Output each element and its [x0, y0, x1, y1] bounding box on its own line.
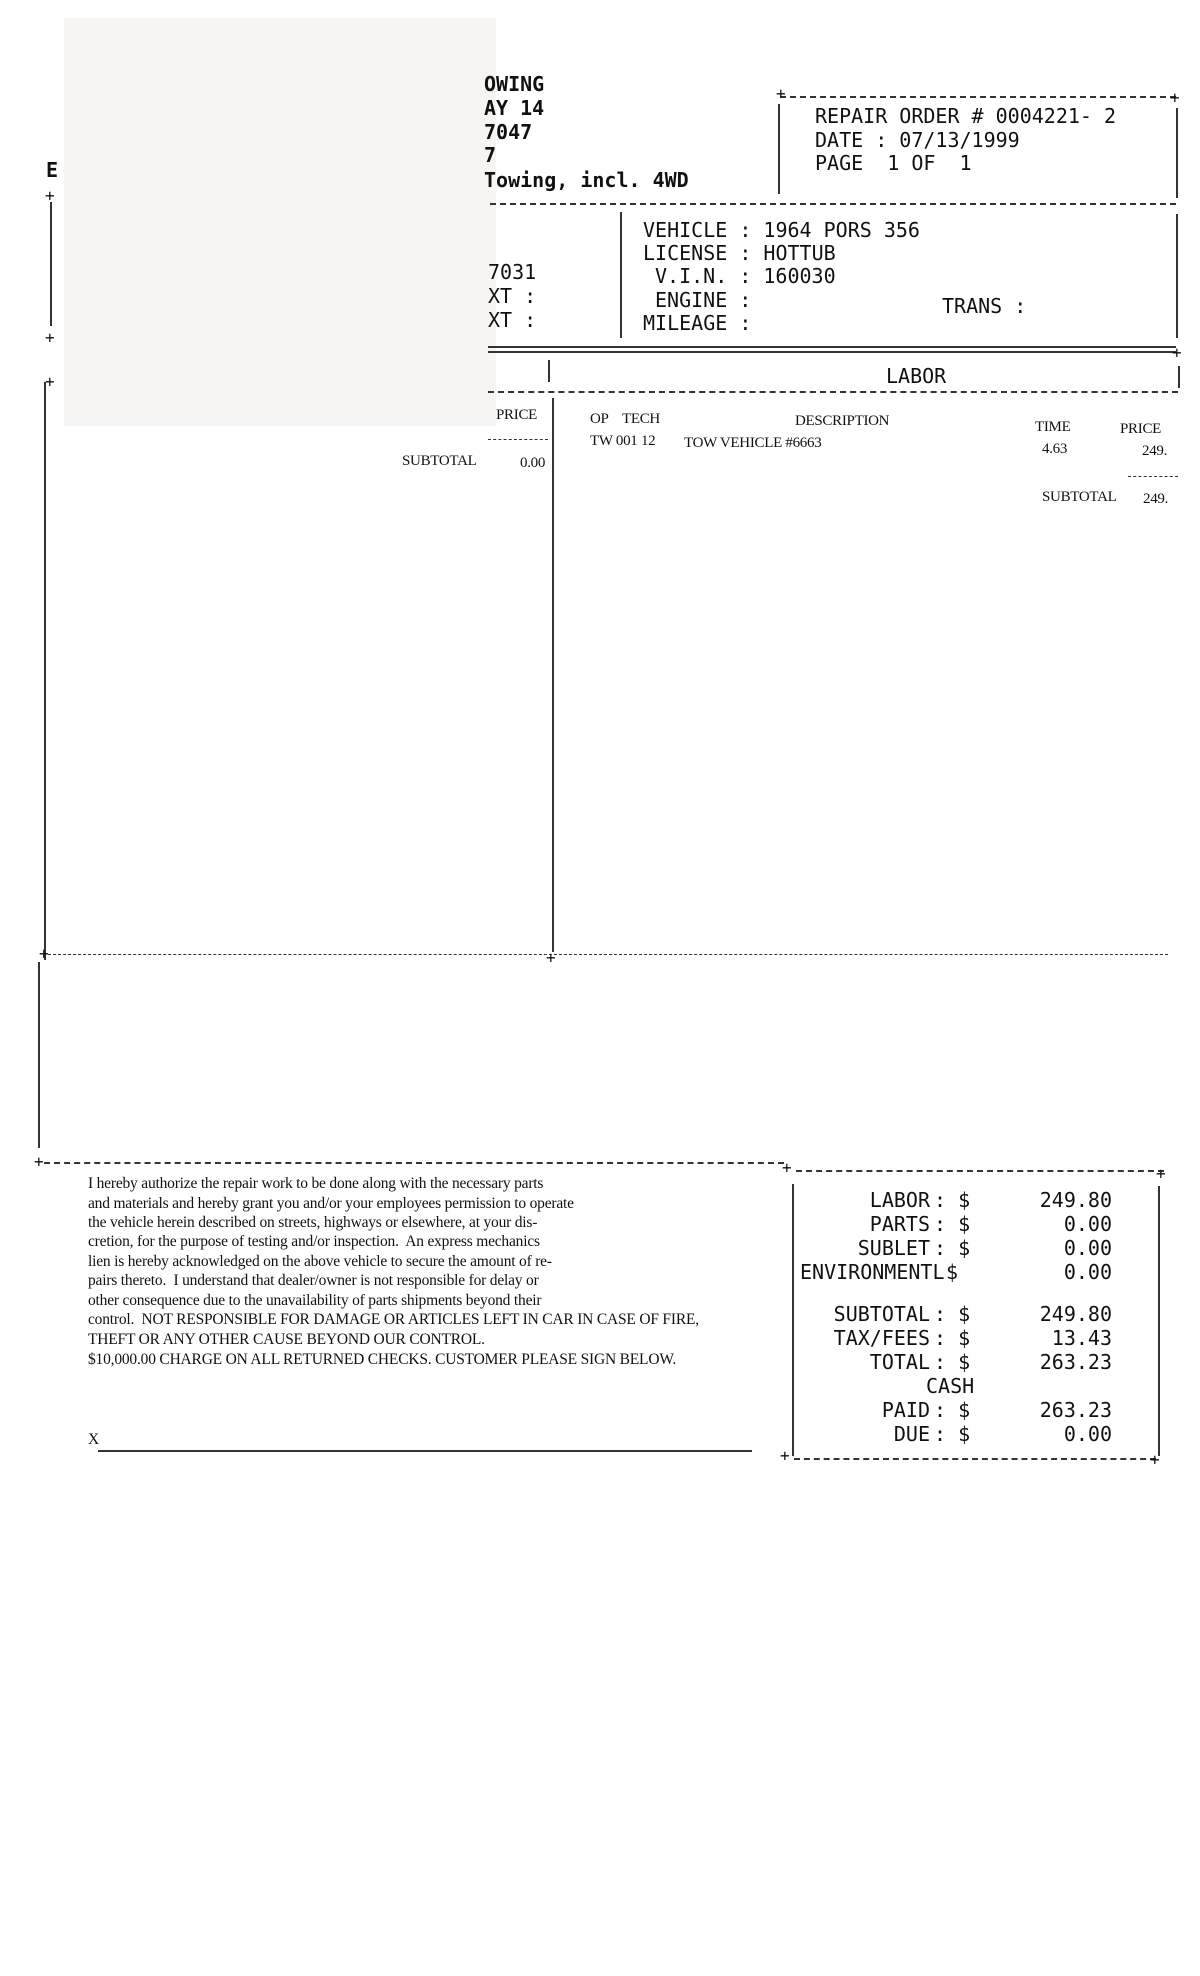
totals-bottom-border [794, 1458, 1156, 1460]
ro-box-left-border [778, 104, 780, 194]
total-sep: : $ [934, 1302, 971, 1326]
total-label-total: TOTAL [869, 1350, 930, 1374]
labor-line-price: 249. [1142, 443, 1168, 459]
sublet-left-border [38, 962, 40, 1148]
auth-line: lien is hereby acknowledged on the above vehicle to secure the amount of re- [88, 1253, 552, 1270]
paid-label: PAID [881, 1398, 930, 1422]
total-sep: : $ [934, 1236, 971, 1260]
auth-line: $10,000.00 CHARGE ON ALL RETURNED CHECKS. CUSTOMER PLEASE SIGN BELOW. [88, 1351, 677, 1368]
license-field: LICENSE : HOTTUB [643, 241, 836, 265]
total-value-tax: 13.43 [1051, 1326, 1112, 1350]
paid-value: 263.23 [1039, 1398, 1112, 1422]
total-value-sublet: 0.00 [1063, 1236, 1112, 1260]
corner-plus: + [45, 186, 55, 205]
shop-phone-fragment: 7 [484, 143, 497, 167]
total-sep: : $ [934, 1188, 971, 1212]
auth-line: I hereby authorize the repair work to be done along with the necessary parts [88, 1175, 544, 1192]
total-value-parts: 0.00 [1063, 1212, 1112, 1236]
auth-line: cretion, for the purpose of testing and/or inspection. An express mechanics [88, 1233, 540, 1250]
customer-box-left-border [50, 202, 52, 326]
due-label: DUE [893, 1422, 930, 1446]
signature-prefix: X [88, 1431, 99, 1448]
corner-plus: + [1172, 343, 1182, 362]
total-value-environmental: 0.00 [1063, 1260, 1112, 1284]
labor-line-description: TOW VEHICLE #6663 [684, 435, 822, 451]
parts-price-header: PRICE [496, 407, 538, 423]
redacted-area [64, 18, 496, 426]
total-label-subtotal: SUBTOTAL [833, 1302, 930, 1326]
parts-subtotal-value: 0.00 [520, 455, 546, 471]
customer-ext-fragment: XT : [488, 308, 537, 332]
ro-box-right-border [1176, 108, 1178, 198]
auth-line: control. NOT RESPONSIBLE FOR DAMAGE OR ARTICLES LEFT IN CAR IN CASE OF FIRE, [88, 1311, 699, 1328]
total-label-sublet: SUBLET [857, 1236, 930, 1260]
total-label-environmental: ENVIRONMENTL [800, 1260, 945, 1284]
shop-address-fragment: AY 14 [484, 96, 545, 120]
vehicle-box-right-border [1176, 214, 1178, 338]
payment-method: CASH [926, 1374, 975, 1398]
ro-box-top-border [780, 96, 1176, 98]
labor-col-description: DESCRIPTION [795, 413, 890, 429]
labor-price-rule [1128, 476, 1178, 477]
total-label-labor: LABOR [869, 1188, 930, 1212]
double-separator [488, 346, 1176, 353]
auth-line: other consequence due to the unavailability of parts shipments beyond their [88, 1292, 542, 1309]
signature-line[interactable] [98, 1450, 752, 1452]
auth-line: THEFT OR ANY OTHER CAUSE BEYOND OUR CONTROL. [88, 1331, 485, 1348]
parts-price-rule [488, 439, 548, 440]
engine-field: ENGINE : [655, 288, 764, 312]
header-separator [490, 203, 1176, 205]
labor-title-separator [488, 391, 1178, 393]
customer-phone-fragment: 7031 [488, 260, 537, 284]
vehicle-box-left-border [620, 212, 622, 338]
corner-plus: + [776, 84, 786, 103]
footer-separator [44, 1162, 784, 1164]
labor-line-op: TW 001 12 [590, 433, 656, 449]
labor-subtotal-label: SUBTOTAL [1042, 489, 1117, 505]
auth-line: and materials and hereby grant you and/or your employees permission to operate [88, 1195, 574, 1212]
mileage-field: MILEAGE : [643, 311, 764, 335]
total-value-labor: 249.80 [1039, 1188, 1112, 1212]
total-label-tax: TAX/FEES [833, 1326, 930, 1350]
total-sep: : $ [934, 1212, 971, 1236]
corner-plus: + [546, 948, 556, 967]
left-edge-fragment: E [46, 158, 59, 182]
total-sep: : $ [934, 1422, 971, 1446]
lower-separator [48, 954, 1168, 955]
total-sep: : $ [934, 1326, 971, 1350]
vin-field: V.I.N. : 160030 [655, 264, 836, 288]
labor-line-time: 4.63 [1042, 441, 1068, 457]
totals-right-border [1158, 1186, 1160, 1456]
corner-plus: + [39, 944, 49, 963]
total-value-total: 263.23 [1039, 1350, 1112, 1374]
labor-subtotal-value: 249. [1143, 491, 1169, 507]
repair-order-number: REPAIR ORDER # 0004221- 2 [815, 104, 1117, 128]
parts-subtotal-label: SUBTOTAL [402, 453, 477, 469]
shop-services-fragment: Towing, incl. 4WD [484, 168, 689, 192]
total-value-subtotal: 249.80 [1039, 1302, 1112, 1326]
corner-plus: + [780, 1446, 790, 1465]
labor-section-title: LABOR [886, 364, 947, 388]
labor-col-time: TIME [1035, 419, 1071, 435]
corner-plus: + [1156, 1164, 1166, 1183]
repair-order-page: PAGE 1 OF 1 [815, 151, 972, 175]
trans-field: TRANS : [942, 294, 1039, 318]
labor-col-tech: TECH [622, 411, 660, 427]
corner-plus: + [34, 1152, 44, 1171]
shop-city-fragment: 7047 [484, 120, 533, 144]
totals-top-border [796, 1170, 1164, 1172]
labor-col-op: OP [590, 411, 609, 427]
corner-plus: + [45, 372, 55, 391]
parts-labor-divider [552, 398, 554, 952]
total-sep: $ [946, 1260, 959, 1284]
auth-line: pairs thereto. I understand that dealer/owner is not responsible for delay or [88, 1272, 539, 1289]
total-label-parts: PARTS [869, 1212, 930, 1236]
total-sep: : $ [934, 1350, 971, 1374]
customer-ext-fragment: XT : [488, 284, 537, 308]
corner-plus: + [1150, 1450, 1160, 1469]
corner-plus: + [782, 1158, 792, 1177]
labor-title-left-border [548, 360, 550, 382]
labor-col-price: PRICE [1120, 421, 1162, 437]
vehicle-field: VEHICLE : 1964 PORS 356 [643, 218, 920, 242]
auth-line: the vehicle herein described on streets, highways or elsewhere, at your dis- [88, 1214, 538, 1231]
repair-order-date: DATE : 07/13/1999 [815, 128, 1020, 152]
body-left-border [44, 382, 46, 960]
shop-name-fragment: OWING [484, 72, 545, 96]
total-sep: : $ [934, 1398, 971, 1422]
totals-left-border [792, 1184, 794, 1456]
due-value: 0.00 [1063, 1422, 1112, 1446]
corner-plus: + [45, 328, 55, 347]
corner-plus: + [1170, 88, 1180, 107]
labor-title-right-border [1178, 366, 1180, 388]
